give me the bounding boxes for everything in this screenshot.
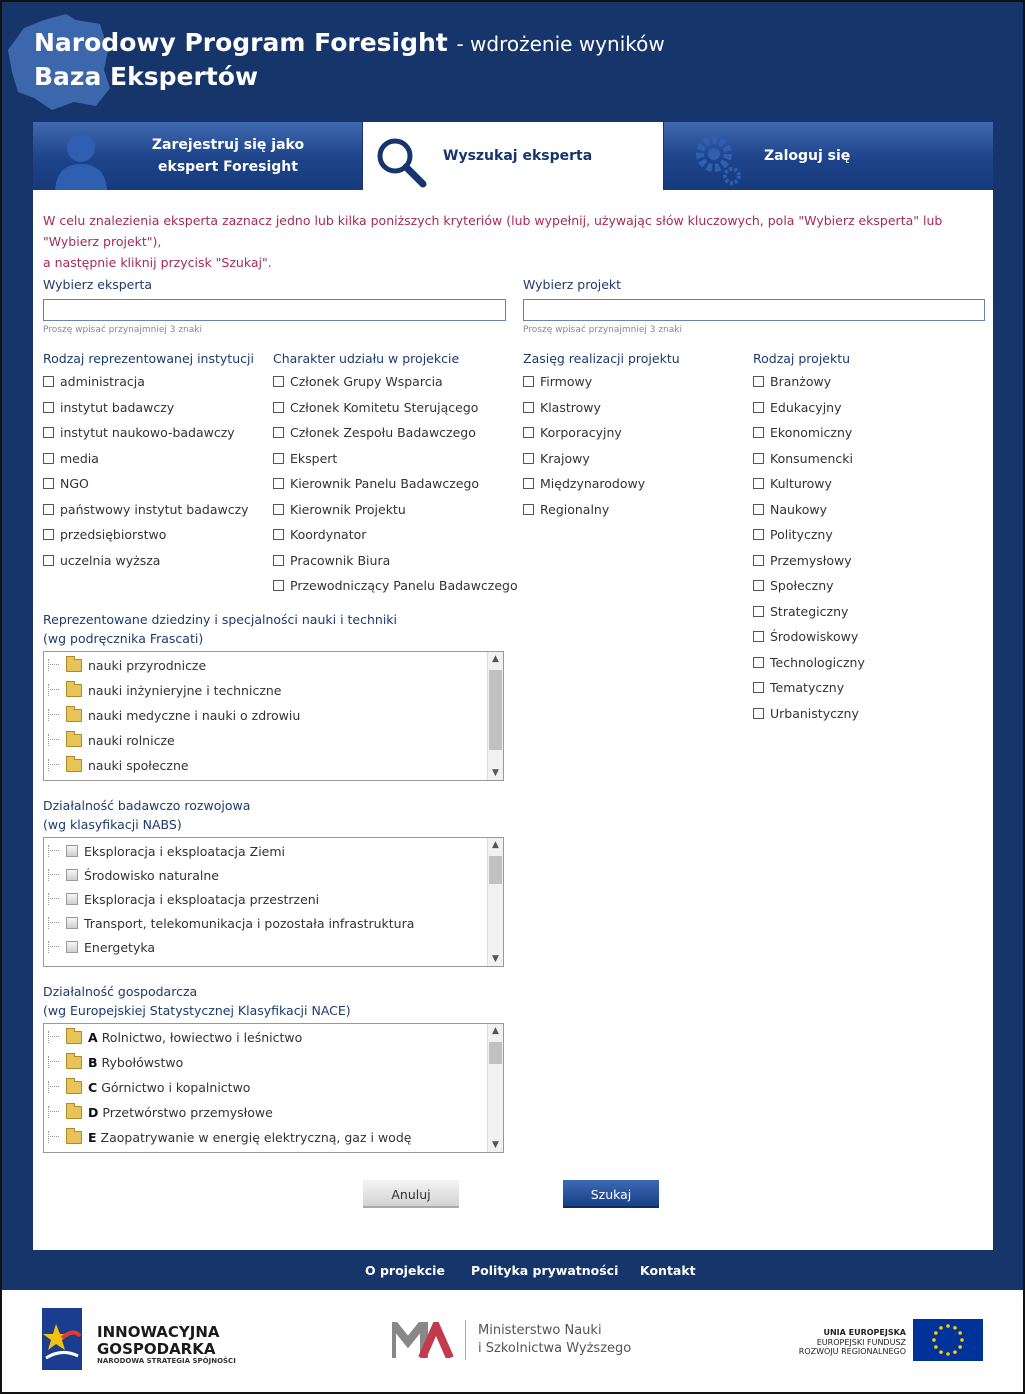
tree-node-label: nauki inżynieryjne i techniczne	[88, 682, 282, 698]
checkbox[interactable]	[273, 529, 284, 540]
checkbox-label: Kulturowy	[770, 476, 832, 491]
eu-star	[960, 1338, 964, 1342]
folder-icon	[66, 1106, 82, 1119]
scope-option[interactable]	[523, 374, 592, 389]
mnisw-line1: Ministerstwo Nauki	[478, 1323, 602, 1338]
folder-icon	[66, 759, 82, 772]
frascati-tree-node[interactable]	[48, 755, 189, 775]
search-button[interactable]: Szukaj	[563, 1180, 659, 1208]
tree-expander-icon[interactable]	[48, 1056, 60, 1068]
checkbox-label: uczelnia wyższa	[60, 552, 161, 568]
tab-search-expert[interactable]	[363, 122, 663, 190]
expert-search-hint: Proszę wpisać przynajmniej 3 znaki	[43, 325, 202, 335]
eu-star	[939, 1326, 943, 1330]
checkbox-label: Członek Zespołu Badawczego	[290, 425, 476, 440]
ue-line1: UNIA EUROPEJSKA	[823, 1328, 906, 1337]
nabs-tree-node[interactable]	[48, 841, 285, 861]
tab-login-label: Zaloguj się	[764, 148, 851, 164]
tree-expander-icon[interactable]	[48, 684, 60, 696]
tree-expander-icon[interactable]	[48, 659, 60, 671]
eu-star	[946, 1352, 950, 1356]
eu-star	[958, 1331, 962, 1335]
project-type-option[interactable]	[753, 706, 859, 721]
scroll-thumb[interactable]	[489, 856, 502, 884]
checkbox[interactable]	[273, 580, 284, 591]
checkbox-label: Tematyczny	[770, 680, 845, 695]
nabs-title	[43, 796, 250, 834]
checkbox[interactable]	[753, 657, 764, 668]
checkbox[interactable]	[273, 555, 284, 566]
checkbox[interactable]	[753, 453, 764, 464]
tab-register-label: Zarejestruj się jako ekspert Foresight	[151, 137, 305, 175]
frascati-tree[interactable]	[43, 651, 504, 781]
checkbox-label: instytut naukowo-badawczy	[60, 425, 235, 440]
tree-expander-icon[interactable]	[48, 917, 60, 929]
checkbox[interactable]	[523, 453, 534, 464]
nace-title-line1: Działalność gospodarcza	[43, 984, 198, 999]
user-icon	[51, 130, 111, 190]
nabs-title-line1: Działalność badawczo rozwojowa	[43, 798, 251, 813]
scroll-down-icon[interactable]: ▼	[492, 1140, 499, 1150]
intro-text	[43, 210, 983, 273]
nace-tree[interactable]	[43, 1023, 504, 1153]
tree-node-label: Energetyka	[84, 939, 156, 955]
checkbox[interactable]	[753, 631, 764, 642]
checkbox[interactable]	[66, 941, 78, 953]
eu-star	[939, 1350, 943, 1354]
checkbox-label: Przemysłowy	[770, 552, 852, 568]
nace-tree-node[interactable]	[48, 1052, 183, 1072]
gear-icon	[694, 132, 744, 188]
checkbox-label: Polityczny	[770, 527, 833, 542]
checkbox[interactable]	[273, 453, 284, 464]
frascati-tree-node[interactable]	[48, 655, 206, 675]
cancel-button[interactable]: Anuluj	[363, 1180, 459, 1208]
tab-bar	[33, 122, 993, 190]
tree-expander-icon[interactable]	[48, 941, 60, 953]
tree-node-label: nauki rolnicze	[88, 732, 175, 748]
tree-node-label: Zaopatrywanie w energię elektryczną, gaz i wodę	[100, 1129, 412, 1145]
project-search-input[interactable]	[523, 299, 985, 321]
eu-star	[953, 1350, 957, 1354]
checkbox[interactable]	[753, 555, 764, 566]
checkbox-label: administracja	[60, 374, 145, 389]
search-form	[33, 190, 993, 1250]
search-icon	[373, 134, 429, 190]
nace-title	[43, 982, 351, 1020]
checkbox[interactable]	[273, 504, 284, 515]
checkbox-label: instytut badawczy	[60, 399, 175, 415]
checkbox-label: Członek Komitetu Sterującego	[290, 399, 479, 415]
checkbox[interactable]	[753, 402, 764, 413]
checkbox[interactable]	[753, 529, 764, 540]
checkbox-label: Firmowy	[540, 374, 593, 389]
scroll-thumb[interactable]	[489, 670, 502, 750]
app-title: Narodowy Program Foresight - wdrożenie wyników	[34, 28, 665, 57]
participation-option[interactable]	[273, 502, 406, 517]
checkbox[interactable]	[66, 845, 78, 857]
institution-option[interactable]	[43, 476, 89, 491]
project-type-option[interactable]	[753, 476, 832, 491]
checkbox-label: media	[60, 450, 99, 466]
frascati-tree-node[interactable]	[48, 705, 300, 725]
tree-node-label: Środowisko naturalne	[84, 867, 219, 883]
checkbox-label: Branżowy	[770, 374, 832, 389]
checkbox[interactable]	[273, 402, 284, 413]
scroll-up-icon[interactable]: ▲	[492, 1026, 499, 1036]
checkbox-label: Koordynator	[290, 527, 367, 542]
nabs-tree-node[interactable]	[48, 913, 414, 933]
nace-code: D	[88, 1104, 99, 1120]
nace-tree-node[interactable]	[48, 1077, 250, 1097]
checkbox[interactable]	[43, 376, 54, 387]
nabs-title-line2: (wg klasyfikacji NABS)	[43, 817, 182, 832]
tab-login[interactable]	[664, 122, 993, 190]
tree-expander-icon[interactable]	[48, 893, 60, 905]
mnisw-logo-icon	[392, 1322, 454, 1358]
checkbox[interactable]	[753, 478, 764, 489]
institution-group-title: Rodzaj reprezentowanej instytucji	[43, 351, 254, 366]
checkbox-label: Środowiskowy	[770, 629, 859, 644]
checkbox[interactable]	[273, 478, 284, 489]
expert-search-label: Wybierz eksperta	[43, 277, 153, 292]
folder-icon	[66, 1056, 82, 1069]
scroll-thumb[interactable]	[489, 1042, 502, 1064]
checkbox[interactable]	[66, 893, 78, 905]
checkbox-label: państwowy instytut badawczy	[60, 501, 249, 517]
tree-node-label: nauki przyrodnicze	[88, 657, 207, 673]
folder-icon	[66, 734, 82, 747]
ig-line3: NARODOWA STRATEGIA SPÓJNOŚCI	[97, 1357, 236, 1365]
institution-option[interactable]	[43, 374, 145, 389]
checkbox[interactable]	[43, 402, 54, 413]
checkbox[interactable]	[523, 427, 534, 438]
checkbox-label: Ekspert	[290, 450, 338, 466]
checkbox[interactable]	[753, 504, 764, 515]
participation-option[interactable]	[273, 451, 337, 466]
project-type-option[interactable]	[753, 655, 865, 670]
tab-search-label: Wyszukaj eksperta	[443, 148, 593, 164]
tree-node-label: Przetwórstwo przemysłowe	[102, 1104, 273, 1120]
checkbox[interactable]	[273, 427, 284, 438]
project-type-option[interactable]	[753, 553, 852, 568]
checkbox[interactable]	[43, 478, 54, 489]
tree-node-label: Eksploracja i eksploatacja Ziemi	[84, 843, 286, 859]
checkbox-label: Korporacyjny	[540, 425, 622, 440]
ue-line2: EUROPEJSKI FUNDUSZ	[816, 1338, 906, 1347]
participation-option[interactable]	[273, 374, 443, 389]
nace-title-line2: (wg Europejskiej Statystycznej Klasyfikacji NACE)	[43, 1003, 351, 1018]
folder-icon	[66, 1031, 82, 1044]
eu-star	[953, 1326, 957, 1330]
checkbox-label: Klastrowy	[540, 399, 601, 415]
app-title-line2: Baza Ekspertów	[34, 62, 259, 91]
ue-line3: ROZWOJU REGIONALNEGO	[798, 1347, 906, 1356]
scroll-up-icon[interactable]: ▲	[492, 654, 499, 664]
checkbox-label: Konsumencki	[770, 450, 853, 466]
innowacyjna-gospodarka-logo-icon	[42, 1308, 82, 1370]
project-search-hint: Proszę wpisać przynajmniej 3 znaki	[523, 325, 682, 335]
nace-code: E	[88, 1129, 97, 1145]
scope-option[interactable]	[523, 502, 609, 517]
checkbox[interactable]	[43, 529, 54, 540]
project-type-option[interactable]	[753, 578, 834, 593]
nace-tree-node[interactable]	[48, 1027, 302, 1047]
footer-link-privacy[interactable]: Polityka prywatności	[471, 1263, 619, 1278]
nabs-tree[interactable]	[43, 837, 504, 967]
project-type-group-title: Rodzaj projektu	[753, 351, 851, 366]
scope-group-title: Zasięg realizacji projektu	[523, 351, 680, 366]
checkbox[interactable]	[753, 427, 764, 438]
tab-register[interactable]	[33, 122, 362, 190]
nace-code: A	[88, 1029, 98, 1045]
checkbox-label: Naukowy	[770, 501, 827, 517]
checkbox[interactable]	[753, 708, 764, 719]
frascati-scrollbar[interactable]	[487, 652, 503, 780]
project-type-option[interactable]	[753, 629, 858, 644]
checkbox[interactable]	[66, 869, 78, 881]
intro-line-2: a następnie kliknij przycisk "Szukaj".	[43, 255, 272, 270]
frascati-title-line2: (wg podręcznika Frascati)	[43, 631, 204, 646]
checkbox[interactable]	[753, 606, 764, 617]
nace-code: B	[88, 1054, 98, 1070]
nabs-tree-node[interactable]	[48, 889, 319, 909]
nace-scrollbar[interactable]	[487, 1024, 503, 1152]
nace-tree-node[interactable]	[48, 1102, 273, 1122]
checkbox-label: Edukacyjny	[770, 399, 842, 415]
scroll-up-icon[interactable]: ▲	[492, 840, 499, 850]
checkbox-label: Członek Grupy Wsparcia	[290, 374, 443, 389]
checkbox[interactable]	[66, 917, 78, 929]
participation-group-title: Charakter udziału w projekcie	[273, 351, 460, 366]
checkbox-label: Urbanistyczny	[770, 705, 859, 721]
institution-option[interactable]	[43, 400, 174, 415]
nabs-tree-node[interactable]	[48, 865, 219, 885]
project-type-option[interactable]	[753, 502, 827, 517]
tree-node-label: nauki społeczne	[88, 757, 189, 773]
tree-node-label: Eksploracja i eksploatacja przestrzeni	[84, 891, 320, 907]
checkbox-label: Krajowy	[540, 450, 590, 466]
checkbox[interactable]	[43, 427, 54, 438]
project-type-option[interactable]	[753, 451, 853, 466]
footer-nav	[0, 1250, 1025, 1290]
eu-star	[958, 1345, 962, 1349]
folder-icon	[66, 1131, 82, 1144]
scope-option[interactable]	[523, 400, 601, 415]
eu-star	[946, 1324, 950, 1328]
checkbox-label: Technologiczny	[770, 654, 865, 670]
tree-expander-icon[interactable]	[48, 1106, 60, 1118]
folder-icon	[66, 1081, 82, 1094]
tree-node-label: Transport, telekomunikacja i pozostała infrastruktura	[84, 915, 415, 931]
scope-option[interactable]	[523, 425, 622, 440]
tree-expander-icon[interactable]	[48, 1131, 60, 1143]
eu-flag-icon	[913, 1319, 983, 1361]
checkbox[interactable]	[523, 504, 534, 515]
folder-icon	[66, 659, 82, 672]
scroll-down-icon[interactable]: ▼	[492, 954, 499, 964]
institution-option[interactable]	[43, 451, 99, 466]
participation-option[interactable]	[273, 476, 479, 491]
checkbox[interactable]	[753, 682, 764, 693]
nace-tree-node[interactable]	[48, 1127, 411, 1147]
tree-node-label: Rolnictwo, łowiectwo i leśnictwo	[101, 1029, 303, 1045]
frascati-title-line1: Reprezentowane dziedziny i specjalności nauki i techniki	[43, 612, 398, 627]
intro-line-1: W celu znalezienia eksperta zaznacz jedno lub kilka poniższych kryteriów (lub wypełnij, używając słów kluczowych, pola "Wybierz eksperta" lub "Wybierz projekt"),	[43, 213, 943, 249]
institution-option[interactable]	[43, 553, 160, 568]
scope-option[interactable]	[523, 451, 590, 466]
eu-star	[934, 1331, 938, 1335]
checkbox[interactable]	[753, 376, 764, 387]
checkbox-label: Kierownik Panelu Badawczego	[290, 476, 480, 491]
tree-expander-icon[interactable]	[48, 734, 60, 746]
nabs-scrollbar[interactable]	[487, 838, 503, 966]
checkbox-label: Ekonomiczny	[770, 425, 853, 440]
participation-option[interactable]	[273, 553, 390, 568]
project-type-option[interactable]	[753, 527, 833, 542]
checkbox[interactable]	[43, 453, 54, 464]
app-subtitle: - wdrożenie wyników	[456, 32, 665, 56]
frascati-tree-node[interactable]	[48, 730, 175, 750]
checkbox-label: Kierownik Projektu	[290, 501, 406, 517]
checkbox-label: NGO	[60, 476, 89, 491]
checkbox-label: Strategiczny	[770, 603, 849, 619]
sponsor-logos	[0, 1290, 1025, 1394]
project-type-option[interactable]	[753, 400, 842, 415]
ig-line2: GOSPODARKA	[97, 1340, 216, 1358]
nace-code: C	[88, 1079, 98, 1095]
project-type-option[interactable]	[753, 425, 852, 440]
nabs-tree-node[interactable]	[48, 937, 155, 957]
project-type-option[interactable]	[753, 374, 831, 389]
header	[0, 0, 1025, 120]
tree-node-label: Rybołówstwo	[101, 1054, 184, 1070]
tree-expander-icon[interactable]	[48, 869, 60, 881]
scope-option[interactable]	[523, 476, 645, 491]
checkbox-label: Pracownik Biura	[290, 552, 391, 568]
project-search-label: Wybierz projekt	[523, 277, 622, 292]
checkbox[interactable]	[523, 478, 534, 489]
tree-expander-icon[interactable]	[48, 845, 60, 857]
checkbox-label: Regionalny	[540, 501, 610, 517]
tree-expander-icon[interactable]	[48, 709, 60, 721]
tree-expander-icon[interactable]	[48, 759, 60, 771]
checkbox[interactable]	[273, 376, 284, 387]
checkbox-label: Przewodniczący Panelu Badawczego	[290, 578, 518, 593]
footer-link-contact[interactable]: Kontakt	[640, 1263, 696, 1278]
institution-option[interactable]	[43, 502, 249, 517]
checkbox-label: przedsiębiorstwo	[60, 527, 167, 542]
checkbox[interactable]	[753, 580, 764, 591]
participation-option[interactable]	[273, 578, 518, 593]
checkbox[interactable]	[43, 504, 54, 515]
checkbox-label: Międzynarodowy	[540, 476, 646, 491]
eu-star	[932, 1338, 936, 1342]
checkbox[interactable]	[43, 555, 54, 566]
frascati-tree-node[interactable]	[48, 680, 282, 700]
project-type-option[interactable]	[753, 680, 844, 695]
checkbox-label: Społeczny	[770, 578, 834, 593]
checkbox[interactable]	[523, 402, 534, 413]
participation-option[interactable]	[273, 527, 366, 542]
ig-line1: INNOWACYJNA	[97, 1323, 220, 1341]
eu-star	[934, 1345, 938, 1349]
tree-expander-icon[interactable]	[48, 1081, 60, 1093]
project-type-option[interactable]	[753, 604, 848, 619]
footer-link-about[interactable]: O projekcie	[365, 1263, 445, 1278]
mnisw-divider	[465, 1320, 466, 1360]
folder-icon	[66, 709, 82, 722]
scroll-down-icon[interactable]: ▼	[492, 768, 499, 778]
folder-icon	[66, 684, 82, 697]
frascati-title	[43, 610, 397, 648]
checkbox[interactable]	[523, 376, 534, 387]
tree-node-label: nauki medyczne i nauki o zdrowiu	[88, 707, 301, 723]
participation-option[interactable]	[273, 425, 476, 440]
tree-node-label: Górnictwo i kopalnictwo	[101, 1079, 251, 1095]
participation-option[interactable]	[273, 400, 478, 415]
tree-expander-icon[interactable]	[48, 1031, 60, 1043]
expert-search-input[interactable]	[43, 299, 506, 321]
institution-option[interactable]	[43, 527, 166, 542]
institution-option[interactable]	[43, 425, 235, 440]
mnisw-line2: i Szkolnictwa Wyższego	[478, 1341, 632, 1356]
